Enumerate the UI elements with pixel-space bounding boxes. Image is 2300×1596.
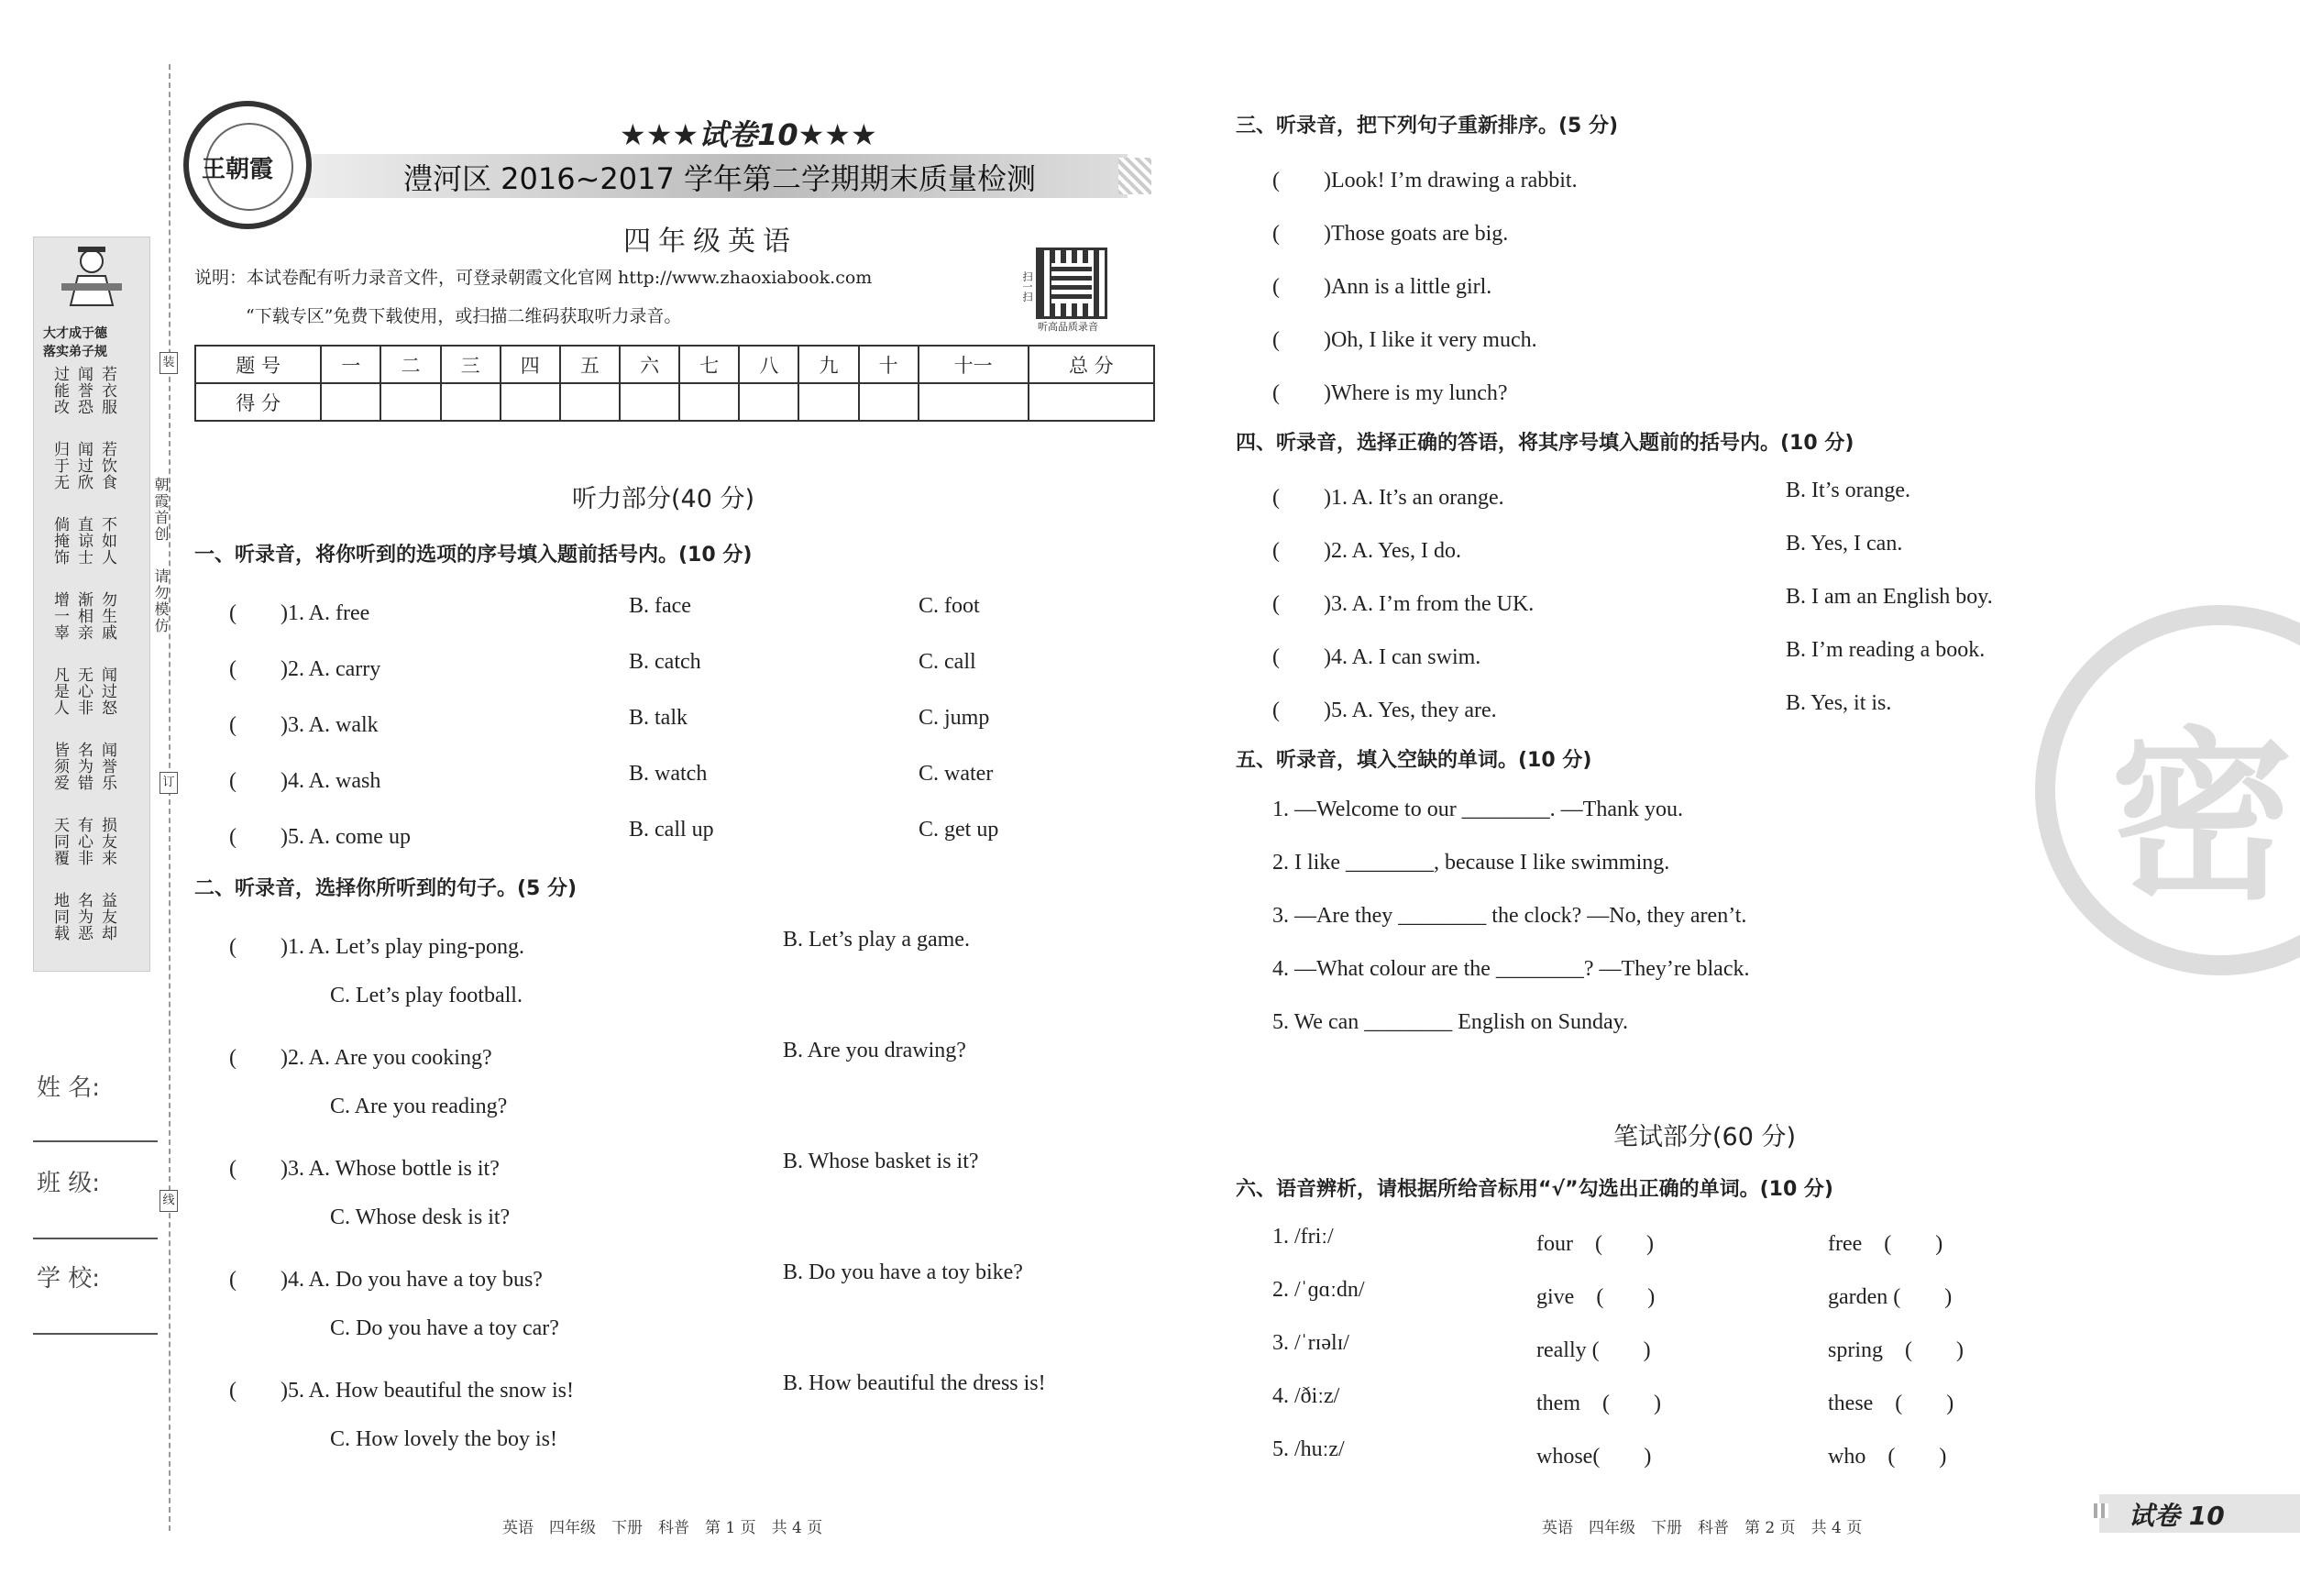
corner-paper-label: 试卷 10	[2129, 1501, 2225, 1531]
sec1-option-b: B. call up	[629, 818, 714, 842]
motto-column: 闻过欣	[75, 441, 93, 490]
sec3-sentence: ( )Those goats are big.	[1272, 222, 1509, 246]
name-label: 姓 名:	[37, 1074, 101, 1102]
sec2-option-c: C. How lovely the boy is!	[330, 1427, 557, 1451]
class-field[interactable]	[33, 1238, 158, 1239]
sec2-option-b: B. Do you have a toy bike?	[783, 1260, 1023, 1284]
sec1-question: ( )2. A. carry	[229, 657, 381, 681]
motto-column: 增一辜	[51, 591, 69, 641]
logo-text: 王朝霞	[202, 156, 274, 183]
sec2-option-a: ( )1. A. Let’s play ping-pong.	[229, 935, 524, 959]
sec3-sentence: ( )Ann is a little girl.	[1272, 275, 1492, 299]
motto-column: 名为恶	[75, 892, 93, 941]
sec2-option-c: C. Whose desk is it?	[330, 1205, 511, 1229]
note-line-1: 说明：本试卷配有听力录音文件，可登录朝霞文化官网 http://www.zhaoxiabook.com	[194, 268, 873, 288]
paper-badge: ★★★试卷10★★★	[620, 117, 877, 152]
score-cell[interactable]	[1029, 383, 1154, 421]
sec2-option-b: B. How beautiful the dress is!	[783, 1371, 1046, 1395]
sec2-option-a: ( )5. A. How beautiful the snow is!	[229, 1379, 574, 1403]
sec4-option-a: ( )4. A. I can swim.	[1272, 645, 1481, 669]
class-label: 班 级:	[37, 1170, 101, 1197]
sec2-option-b: B. Let’s play a game.	[783, 928, 970, 952]
score-table-header-row	[195, 346, 1154, 383]
seal-glyph: 密	[2110, 711, 2294, 925]
sec1-option-c: C. call	[919, 650, 976, 674]
score-table-header-cell: 总 分	[1029, 346, 1154, 383]
motto-column: 直谅士	[75, 516, 93, 566]
watermark-seal	[2035, 605, 2300, 975]
motto-column: 渐相亲	[75, 591, 93, 641]
sec1-question: ( )1. A. free	[229, 601, 370, 625]
sec5-sentence: 3. —Are they ________ the clock? —No, they aren’t.	[1272, 904, 1747, 928]
section-3-title: 三、听录音，把下列句子重新排序。(5 分)	[1236, 115, 1619, 138]
motto-column: 倘掩饰	[51, 516, 69, 566]
section-2-title: 二、听录音，选择你所听到的句子。(5 分)	[194, 877, 578, 900]
section-1-title: 一、听录音，将你听到的选项的序号填入题前括号内。(10 分)	[194, 544, 753, 567]
sec6-phonetic: 1. /friː/	[1272, 1225, 1334, 1249]
score-table-header-cell: 二	[380, 346, 440, 383]
sec5-sentence: 2. I like ________, because I like swimming.	[1272, 851, 1670, 875]
sec2-option-a: ( )3. A. Whose bottle is it?	[229, 1157, 500, 1181]
score-table-header-cell: 题 号	[195, 346, 321, 383]
sec3-sentence: ( )Look! I’m drawing a rabbit.	[1272, 169, 1578, 193]
sec2-option-a: ( )2. A. Are you cooking?	[229, 1046, 492, 1070]
motto-column: 过能改	[51, 366, 69, 415]
score-table-header-cell: 五	[560, 346, 620, 383]
sec1-option-c: C. get up	[919, 818, 999, 842]
motto-column: 皆须爱	[51, 742, 69, 791]
motto-head-2: 落实弟子规	[43, 345, 107, 359]
footer-page-1: 英语 四年级 下册 科普 第 1 页 共 4 页	[502, 1519, 823, 1537]
sec6-word-2: these ( )	[1828, 1392, 1954, 1415]
sec4-option-a: ( )5. A. Yes, they are.	[1272, 699, 1497, 722]
sec1-option-b: B. catch	[629, 650, 701, 674]
score-cell[interactable]	[501, 383, 560, 421]
binding-dashed-line	[169, 64, 171, 1531]
sec2-option-b: B. Are you drawing?	[783, 1039, 966, 1062]
sec1-question: ( )5. A. come up	[229, 825, 411, 849]
sec6-phonetic: 4. /ðiːz/	[1272, 1384, 1340, 1408]
banner-pattern	[1118, 158, 1151, 194]
score-table-header-cell: 四	[501, 346, 560, 383]
sec1-question: ( )4. A. wash	[229, 769, 381, 793]
motto-column: 天同覆	[51, 817, 69, 866]
motto-column: 闻誉恐	[75, 366, 93, 415]
subject-title: 四年级英语	[623, 226, 798, 258]
motto-column: 有心非	[75, 817, 93, 866]
section-5-title: 五、听录音，填入空缺的单词。(10 分)	[1236, 749, 1592, 772]
sec6-word-1: four ( )	[1536, 1232, 1654, 1256]
sec4-option-b: B. I am an English boy.	[1786, 585, 1993, 609]
exam-title: 澧河区 2016~2017 学年第二学期期末质量检测	[403, 161, 1037, 196]
motto-column: 若衣服	[99, 366, 116, 415]
qr-code[interactable]	[1036, 248, 1107, 319]
score-cell[interactable]	[560, 383, 620, 421]
sec2-option-c: C. Are you reading?	[330, 1095, 508, 1118]
sec4-option-b: B. Yes, I can.	[1786, 532, 1903, 556]
sec5-sentence: 5. We can ________ English on Sunday.	[1272, 1010, 1629, 1034]
score-table-header-cell: 七	[679, 346, 739, 383]
score-cell[interactable]	[859, 383, 919, 421]
score-table-header-cell: 十一	[919, 346, 1029, 383]
sec6-phonetic: 3. /ˈrɪəlɪ/	[1272, 1331, 1349, 1355]
score-cell[interactable]	[380, 383, 440, 421]
motto-column: 不如人	[99, 516, 116, 566]
sec2-option-c: C. Do you have a toy car?	[330, 1316, 559, 1340]
section-4-title: 四、听录音，选择正确的答语，将其序号填入题前的括号内。(10 分)	[1236, 432, 1854, 455]
sec2-option-b: B. Whose basket is it?	[783, 1150, 979, 1173]
motto-column: 闻过怒	[99, 666, 116, 716]
corner-pattern	[2094, 1503, 2108, 1518]
sec6-phonetic: 5. /huːz/	[1272, 1437, 1345, 1461]
sec2-option-c: C. Let’s play football.	[330, 984, 523, 1007]
motto-column: 益友却	[99, 892, 116, 941]
score-cell[interactable]	[919, 383, 1029, 421]
qr-side-text: 扫一扫	[1021, 271, 1033, 302]
cut-mark-1: 装	[160, 352, 178, 374]
motto-column: 勿生戚	[99, 591, 116, 641]
vertical-note-no-copy: 请勿模仿	[152, 568, 170, 634]
sec6-word-2: garden ( )	[1828, 1285, 1953, 1309]
publisher-logo	[183, 101, 312, 229]
sec1-option-c: C. water	[919, 762, 994, 786]
motto-head-1: 大才成于德	[43, 326, 107, 341]
sec6-word-1: really ( )	[1536, 1338, 1651, 1362]
sec4-option-a: ( )3. A. I’m from the UK.	[1272, 592, 1535, 616]
motto-column: 闻誉乐	[99, 742, 116, 791]
score-table-header-cell: 一	[321, 346, 380, 383]
sec4-option-b: B. Yes, it is.	[1786, 691, 1892, 715]
writing-part-title: 笔试部分(60 分)	[1613, 1123, 1797, 1151]
sec6-word-2: spring ( )	[1828, 1338, 1964, 1362]
sec1-option-b: B. face	[629, 594, 691, 618]
motto-column: 名为错	[75, 742, 93, 791]
sec4-option-a: ( )1. A. It’s an orange.	[1272, 486, 1504, 510]
score-table	[194, 345, 1155, 422]
score-cell[interactable]	[441, 383, 501, 421]
motto-column: 无心非	[75, 666, 93, 716]
motto-column: 凡是人	[51, 666, 69, 716]
sec6-word-2: who ( )	[1828, 1445, 1947, 1469]
score-table-header-cell: 九	[798, 346, 858, 383]
note-line-2: “下载专区”免费下载使用，或扫描二维码获取听力录音。	[246, 306, 682, 326]
sec5-sentence: 1. —Welcome to our ________. —Thank you.	[1272, 798, 1683, 821]
qr-code-center	[1051, 263, 1092, 303]
score-cell[interactable]	[679, 383, 739, 421]
sec3-sentence: ( )Where is my lunch?	[1272, 381, 1508, 405]
score-row-label: 得 分	[195, 383, 321, 421]
cut-mark-3: 线	[160, 1190, 178, 1212]
score-cell[interactable]	[739, 383, 798, 421]
score-cell[interactable]	[620, 383, 679, 421]
section-6-title: 六、语音辨析，请根据所给音标用“√”勾选出正确的单词。(10 分)	[1236, 1178, 1833, 1201]
sec6-word-1: give ( )	[1536, 1285, 1656, 1309]
score-table-header-cell: 十	[859, 346, 919, 383]
sec1-option-b: B. watch	[629, 762, 708, 786]
score-cell[interactable]	[321, 383, 380, 421]
sec1-option-c: C. jump	[919, 706, 990, 730]
score-table-header-cell: 六	[620, 346, 679, 383]
cut-mark-2: 订	[160, 772, 178, 794]
motto-column: 地同载	[51, 892, 69, 941]
score-table-header-cell: 八	[739, 346, 798, 383]
listening-part-title: 听力部分(40 分)	[572, 485, 755, 513]
score-cell[interactable]	[798, 383, 858, 421]
school-field[interactable]	[33, 1333, 158, 1335]
score-table-score-row	[195, 383, 1154, 421]
sec3-sentence: ( )Oh, I like it very much.	[1272, 328, 1537, 352]
name-field[interactable]	[33, 1140, 158, 1142]
footer-page-2: 英语 四年级 下册 科普 第 2 页 共 4 页	[1542, 1519, 1863, 1537]
score-table-header-cell: 三	[441, 346, 501, 383]
school-label: 学 校:	[37, 1265, 101, 1293]
sec6-word-2: free ( )	[1828, 1232, 1943, 1256]
motto-column: 损友来	[99, 817, 116, 866]
sec5-sentence: 4. —What colour are the ________? —They’re black.	[1272, 957, 1750, 981]
sec1-question: ( )3. A. walk	[229, 713, 379, 737]
sec6-word-1: whose( )	[1536, 1445, 1652, 1469]
vertical-note-original: 朝霞首创	[152, 477, 170, 543]
motto-column: 归于无	[51, 441, 69, 490]
sec2-option-a: ( )4. A. Do you have a toy bus?	[229, 1268, 543, 1292]
motto-column: 若饮食	[99, 441, 116, 490]
sec6-word-1: them ( )	[1536, 1392, 1661, 1415]
motto-panel	[33, 237, 150, 972]
sec4-option-a: ( )2. A. Yes, I do.	[1272, 539, 1462, 563]
qr-caption: 听高品质录音	[1038, 321, 1098, 333]
sec4-option-b: B. I’m reading a book.	[1786, 638, 1986, 662]
sec1-option-c: C. foot	[919, 594, 980, 618]
sec6-phonetic: 2. /ˈɡɑːdn/	[1272, 1278, 1365, 1302]
sec1-option-b: B. talk	[629, 706, 688, 730]
scholar-illustration-icon	[58, 245, 126, 309]
sec4-option-b: B. It’s orange.	[1786, 479, 1910, 502]
